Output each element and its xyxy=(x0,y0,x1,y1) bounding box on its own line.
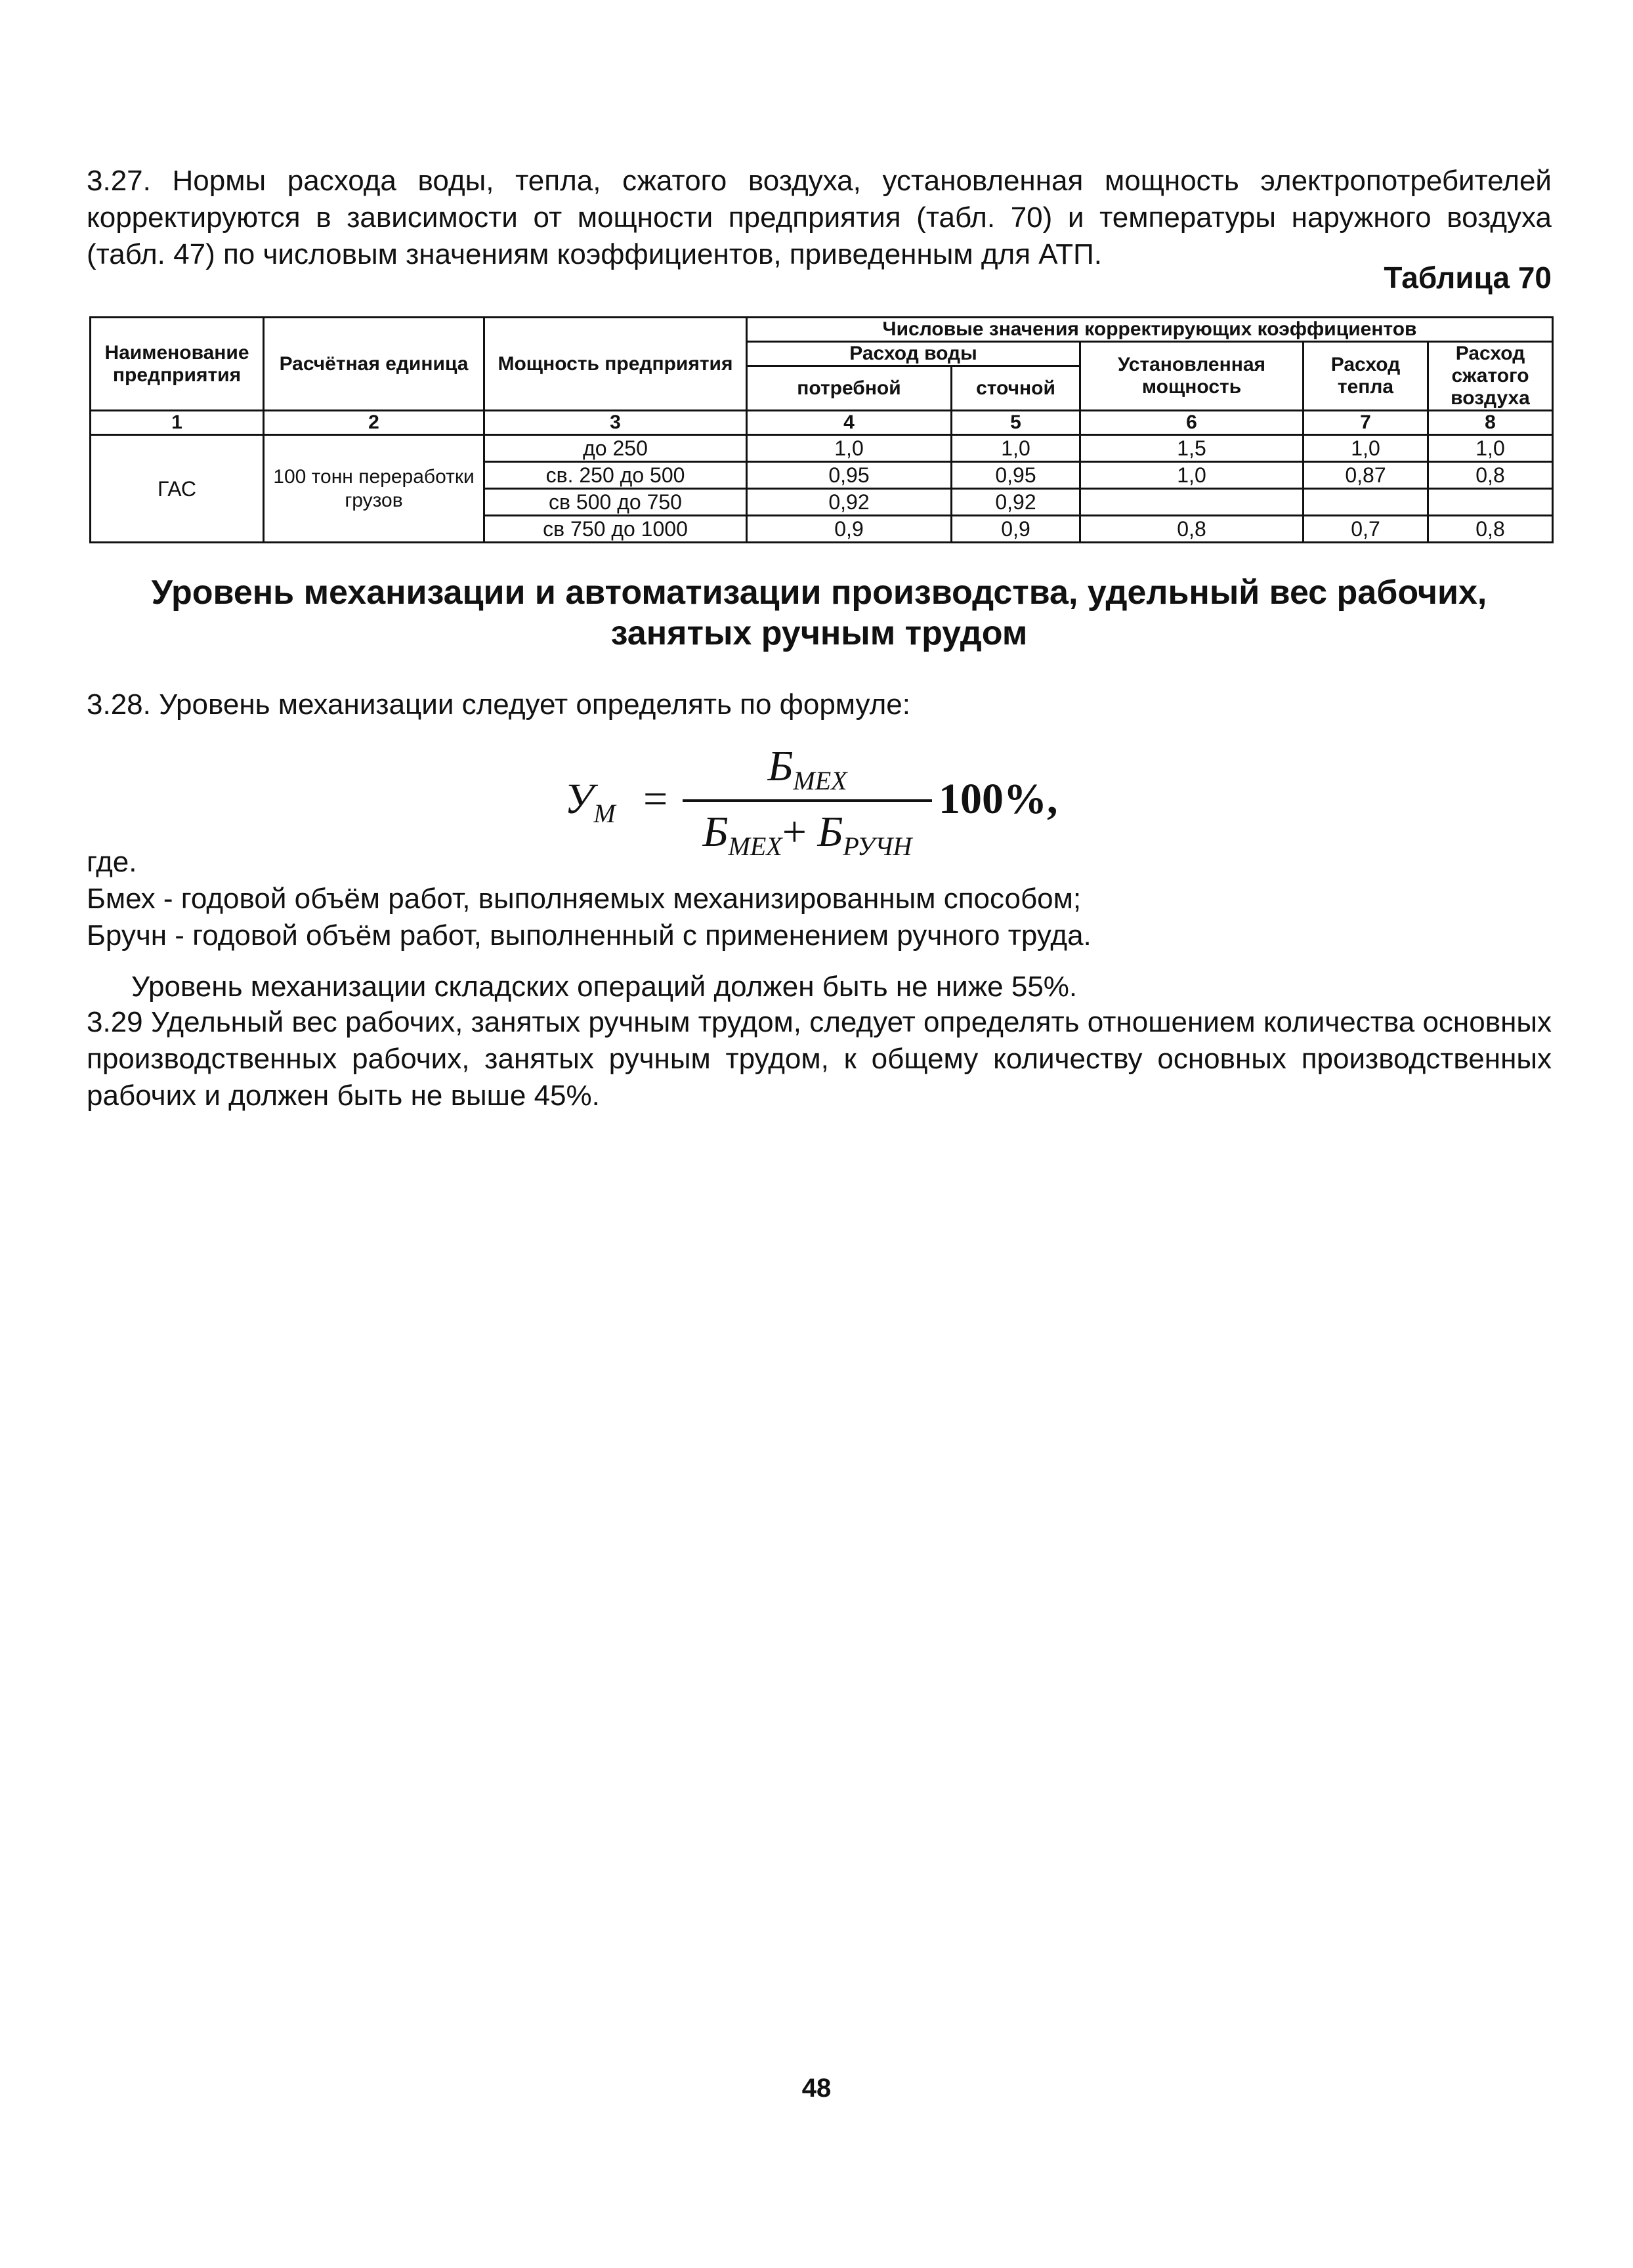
formula-denominator-b: Б xyxy=(817,808,843,856)
column-number: 3 xyxy=(484,411,747,435)
table-column-numbers xyxy=(91,411,1553,435)
table-row xyxy=(91,435,1553,462)
unit-cell: 100 тонн переработки грузов xyxy=(264,435,484,543)
header-enterprise-name: Наименование предприятия xyxy=(91,318,264,411)
power-cell: 1,0 xyxy=(1080,462,1304,489)
formula-denominator-a-subscript: МЕХ xyxy=(728,831,782,862)
paragraph-3-29: 3.29 Удельный вес рабочих, занятых ручным трудом, следует определять отношением количества основных производственных рабочих, занятых ручным трудом, к общему количеству основных производственных рабочих и должен быть не выше 45%. xyxy=(87,1006,1552,1112)
heat-cell xyxy=(1304,489,1428,516)
column-number: 7 xyxy=(1304,411,1428,435)
water-waste-cell: 0,92 xyxy=(952,489,1080,516)
coefficients-table xyxy=(89,316,1554,543)
header-coefficients: Числовые значения корректирующих коэффициентов xyxy=(747,318,1553,342)
air-cell: 0,8 xyxy=(1428,516,1553,543)
column-number: 5 xyxy=(952,411,1080,435)
power-cell: 0,8 xyxy=(1080,516,1304,543)
header-water: Расход воды xyxy=(747,342,1080,366)
water-waste-cell: 0,9 xyxy=(952,516,1080,543)
air-cell: 0,8 xyxy=(1428,462,1553,489)
capacity-cell: св 750 до 1000 xyxy=(484,516,747,543)
heat-cell: 0,7 xyxy=(1304,516,1428,543)
formula-tail: 100%, xyxy=(939,775,1058,823)
paragraph-3-27: 3.27. Нормы расхода воды, тепла, сжатого воздуха, установленная мощность электропотребителей корректируются в зависимости от мощности предприятия (табл. 70) и температуры наружного воздуха (табл. 47) по числовым значениям коэффициентов, приведенным для АТП. xyxy=(87,165,1552,270)
formula-denominator-b-subscript: РУЧН xyxy=(843,831,912,862)
power-cell: 1,5 xyxy=(1080,435,1304,462)
header-compressed-air: Расход сжатого воздуха xyxy=(1428,342,1553,411)
table-caption: Таблица 70 xyxy=(1384,261,1552,295)
definition-bmeh: Бмех - годовой объём работ, выполняемых механизированным способом; xyxy=(87,883,1082,915)
definition-bruch: Бручн - годовой объём работ, выполненный с применением ручного труда. xyxy=(87,919,1092,952)
water-waste-cell: 1,0 xyxy=(952,435,1080,462)
column-number: 2 xyxy=(264,411,484,435)
page-number: 48 xyxy=(801,2074,832,2103)
water-waste-cell: 0,95 xyxy=(952,462,1080,489)
column-number: 4 xyxy=(747,411,952,435)
header-capacity: Мощность предприятия xyxy=(484,318,747,411)
formula-numerator-subscript: МЕХ xyxy=(793,766,847,796)
header-water-waste: сточной xyxy=(952,366,1080,411)
formula-fraction-bar xyxy=(683,799,932,802)
header-heat: Расход тепла xyxy=(1304,342,1428,411)
formula-equals: = xyxy=(643,775,668,823)
column-number: 1 xyxy=(91,411,264,435)
heat-cell: 1,0 xyxy=(1304,435,1428,462)
formula-lhs-subscript: М xyxy=(593,799,616,829)
column-number: 6 xyxy=(1080,411,1304,435)
air-cell xyxy=(1428,489,1553,516)
enterprise-cell: ГАС xyxy=(91,435,264,543)
power-cell xyxy=(1080,489,1304,516)
header-installed-power: Установленная мощность xyxy=(1080,342,1304,411)
water-consumed-cell: 0,95 xyxy=(747,462,952,489)
formula-lhs xyxy=(564,774,616,829)
water-consumed-cell: 1,0 xyxy=(747,435,952,462)
capacity-cell: до 250 xyxy=(484,435,747,462)
formula-numerator-symbol: Б xyxy=(767,742,794,790)
capacity-cell: св. 250 до 500 xyxy=(484,462,747,489)
column-number: 8 xyxy=(1428,411,1553,435)
table-header-row-1 xyxy=(91,318,1553,342)
capacity-cell: св 500 до 750 xyxy=(484,489,747,516)
heat-cell: 0,87 xyxy=(1304,462,1428,489)
paragraph-3-28: 3.28. Уровень механизации следует определять по формуле: xyxy=(87,688,910,721)
formula-lhs-symbol: У xyxy=(564,775,594,823)
section-heading: Уровень механизации и автоматизации производства, удельный вес рабочих, занятых ручным трудом xyxy=(151,574,1487,652)
water-consumed-cell: 0,9 xyxy=(747,516,952,543)
formula-plus: + xyxy=(782,808,807,856)
water-consumed-cell: 0,92 xyxy=(747,489,952,516)
header-unit: Расчётная единица xyxy=(264,318,484,411)
air-cell: 1,0 xyxy=(1428,435,1553,462)
header-water-consumed: потребной xyxy=(747,366,952,411)
formula-numerator xyxy=(683,742,932,796)
where-label: где. xyxy=(87,846,137,878)
formula-denominator-a: Б xyxy=(702,808,729,856)
mechanization-level-text: Уровень механизации складских операций должен быть не ниже 55%. xyxy=(131,971,1078,1003)
